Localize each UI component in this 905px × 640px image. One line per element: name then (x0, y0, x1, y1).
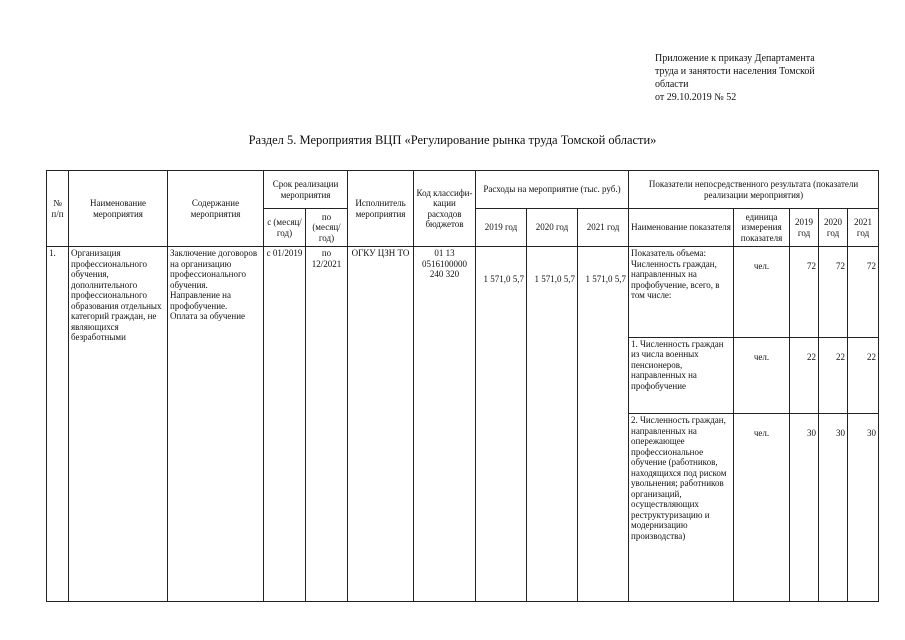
header-name: Наименование мероприятия (69, 171, 168, 247)
row-term-from: с 01/2019 (264, 247, 306, 602)
header-ind-2019: 2019 год (790, 209, 819, 247)
appendix-note (655, 52, 890, 104)
indicator-name: 2. Численность граждан, направленных на опережающее профессиональное обучение (работников, находящихся под риском увольнения; работников организаций, осуществляющих реструктуризацию и модернизацию производства) (629, 414, 734, 602)
header-ind-2020: 2020 год (819, 209, 848, 247)
row-exp-2021: 1 571,0 5,7 (578, 247, 629, 602)
header-exp-2020: 2020 год (527, 209, 578, 247)
header-num: № п/п (47, 171, 69, 247)
row-num: 1. (47, 247, 69, 602)
header-term: Срок реализации мероприятия (264, 171, 348, 209)
section-title: Раздел 5. Мероприятия ВЦП «Регулирование рынка труда Томской области» (248, 133, 657, 147)
indicator-unit: чел. (734, 337, 790, 414)
indicator-2019: 72 (790, 247, 819, 338)
header-content: Содержание мероприятия (168, 171, 264, 247)
indicator-2021: 30 (848, 414, 879, 602)
indicator-2020: 30 (819, 414, 848, 602)
header-ind-name: Наименование показателя (629, 209, 734, 247)
indicator-2020: 22 (819, 337, 848, 414)
indicator-unit: чел. (734, 414, 790, 602)
measures-table (46, 170, 879, 602)
header-ind-2021: 2021 год (848, 209, 879, 247)
header-ind-unit: единица измерения показателя (734, 209, 790, 247)
indicator-2021: 72 (848, 247, 879, 338)
row-content (168, 247, 264, 602)
header-code: Код классифи- кации расходов бюджетов (414, 171, 476, 247)
header-executor: Исполнитель мероприятия (348, 171, 414, 247)
row-exp-2020: 1 571,0 5,7 (527, 247, 578, 602)
indicator-name: 1. Численность граждан из числа военных пенсионеров, направленных на профобучение (629, 337, 734, 414)
row-code: 01 13 0516100000 240 320 (414, 247, 476, 602)
indicator-unit: чел. (734, 247, 790, 338)
row-content-line: Оплата за обучение (170, 311, 246, 321)
row-content-line: Заключение договоров на организацию профессионального обучения. (170, 248, 258, 290)
row-name: Организация профессионального обучения, дополнительного профессионального образования отдельных категорий граждан, не являющихся безработными (69, 247, 168, 602)
row-executor: ОГКУ ЦЗН ТО (348, 247, 414, 602)
row-term-to: по 12/2021 (306, 247, 348, 602)
appendix-line: труда и занятости населения Томской (655, 66, 815, 77)
header-exp-2021: 2021 год (578, 209, 629, 247)
table-row (47, 247, 879, 338)
appendix-line: Приложение к приказу Департамента (655, 53, 815, 64)
row-exp-2019: 1 571,0 5,7 (476, 247, 527, 602)
indicator-2019: 22 (790, 337, 819, 414)
header-term-to: по (месяц/ год) (306, 209, 348, 247)
header-indicators: Показатели непосредственного результата (показатели реализации мероприятия) (629, 171, 879, 209)
header-expenses: Расходы на мероприятие (тыс. руб.) (476, 171, 629, 209)
header-term-from: с (месяц/ год) (264, 209, 306, 247)
indicator-name: Показатель объема: Численность граждан, направленных на профобучение, всего, в том числе: (629, 247, 734, 338)
appendix-line: от 29.10.2019 № 52 (655, 92, 737, 103)
indicator-2020: 72 (819, 247, 848, 338)
header-exp-2019: 2019 год (476, 209, 527, 247)
row-content-line: Направление на профобучение. (170, 290, 231, 311)
indicator-2019: 30 (790, 414, 819, 602)
indicator-2021: 22 (848, 337, 879, 414)
appendix-line: области (655, 79, 689, 90)
